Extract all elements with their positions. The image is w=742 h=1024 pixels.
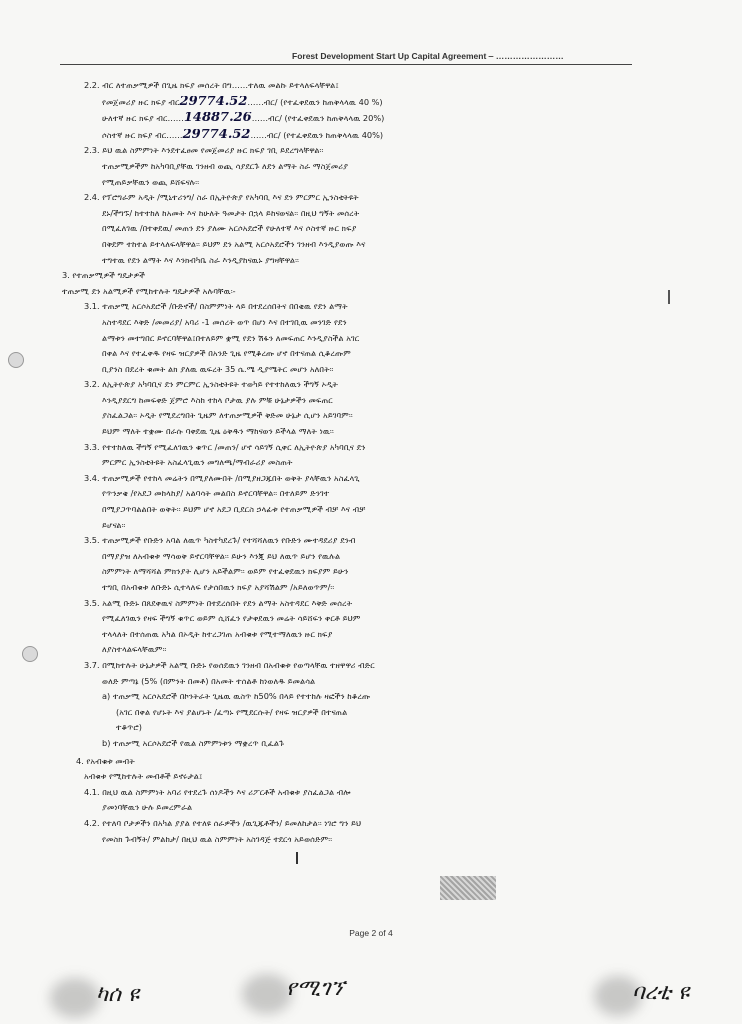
section-4-heading: 4. የአብቁቱ መብት — [76, 755, 135, 766]
clause-2-4-line: ደኑ/ችግኙ/ ከተተከለ ከአመት እና ከሁለት ዓመታት በኋላ ይከናወናል፡፡ በዚህ ግኝት መሰረት — [102, 207, 360, 218]
clause-3-6-line: የሚፈለገዉን የዛፍ ችግኝ ቁጥር ወይም ሲሸፈን የታቀደዉን መሬት ሳይሸፍን ቀርቶ ይህም — [102, 613, 361, 624]
clause-3-7-a-line: (አገር በቀል የሆኑት እና ያልሆኑት /ፈጣኑ የሚደርሱት/ የዛፍ ዝርያዎች በተናጠል — [116, 706, 348, 717]
payment-line-3: ሶስተኛ ዙር ክፍያ ብር……29774.52……ብር/ (የተፈቀደዉን ከጠቅላላዉ 40%) — [102, 128, 384, 142]
clause-3-2-line: እንዲያደርግ ከመፍቀድ ጀምሮ እስከ ተከላ ቦታዉ ያሉ ምቹ ሁኔታዎችን መፍጠር — [102, 394, 333, 405]
clause-3-3-line: ምርምር ኢንስቲትዩት አስፈላጊዉን መግለጫ/ማብራሪያ መስጠት — [102, 457, 293, 468]
clause-3-7-line: ወለድ ምጣኔ (5% (በምንት በመቶ) በአመት ተሰልቶ ከነወለዱ ይመልሳል — [102, 675, 316, 686]
clause-3-2-line: ያስፈልጋል፡፡ ኦዲት የሚደረግበት ጊዜም ለተጠቃሚዎች ቅድመ ሁኔታ ሲሆን አይገባም፡፡ — [102, 410, 353, 421]
text-mark — [296, 852, 298, 864]
clause-3-1-line: 3.1. ተጠቃሚ አርሶአደሮች /ቡድኖች/ በስምምነት ላይ በተደረሰበትና በበቂዉ የደን ልማት — [84, 301, 348, 312]
signature-left: ካሰ ዩ — [96, 982, 139, 1007]
thumbprint-left — [50, 978, 100, 1018]
clause-3-5-line: በማያያዝ ለአብቁቱ ማሳወቅ ይኖርባቸዋል፡፡ ይሁን እንጂ ይህ ለዉጥ ይሆን የዉሉል — [102, 550, 341, 561]
clause-2-4-line: በቅደም ተከተል ይተላለፍላቸዋል፡፡ ይህም ደን አልሚ አርሶአደሮችን ገንዘብ እንዲያወጡ እና — [102, 238, 366, 249]
stamp-mark — [440, 876, 496, 900]
clause-4-1-line: 4.1. በዚህ ዉል ስምምነት አባሪ የተደረጉ ሰነዶችን እና ሪፖርቶች አብቁቱ ያስፈልጋል ብሎ — [84, 786, 351, 797]
clause-4-2-line: 4.2. የተለባ ቦታዎችን በአካል ያያል የተለዩ ሰራዎችን /ዉጊጁቶችን/ ይመለከታል፡፡ ነገሮ ግን ይህ — [84, 817, 362, 828]
payment-line-1: የመጀመሪያ ዙር ክፍያ ብር29774.52……ብር/ (የተፈቀደዉን ከጠቅላላዉ 40 %) — [102, 95, 383, 109]
clause-2-4-line: ተግተዉ የደን ልማት እና እንክብካቤ ስራ እንዲያከናዉኑ ያግዛቸዋል፡፡ — [102, 254, 299, 265]
section-4-intro: አብቁቱ የሚከተሉት መብቶች ይኖሩታል፤ — [84, 771, 203, 782]
clause-3-7-a-line: ተቆጥሮ) — [116, 722, 142, 733]
clause-3-7-a-line: a) ተጠቃሚ አርሶአደሮች በኮንትራት ጊዜዉ ዉስጥ ከ50% በላይ የተተከሉ ዛፎችን ከቆረጡ — [102, 691, 371, 702]
section-3-heading: 3. የተጠቃሚዎች ግዴታዎች — [62, 270, 146, 281]
page-header: Forest Development Start Up Capital Agreement ‒ …………………… — [292, 51, 564, 61]
section-3-intro: ተጠቃሚ ደን አልሚዎች የሚከተሉት ግዴታዎች አሉባቸዉ፡- — [62, 285, 236, 296]
clause-2-4-line: በሚፈለገዉ /በተቀደዉ/ መጠን ደን ያለሙ አርሶአደሮች የሁለተኛ እና ሶስተኛ ዙር ክፍያ — [102, 223, 357, 234]
clause-3-1-line: ቢያንስ በደረት ቁመት ልክ ያለዉ ዉፍረት 35 ሴ.ሜ ዲያሜትር መሆን አለበት፡፡ — [102, 363, 334, 374]
clause-3-2-line: ይህም ማለት ተቋሙ በራሱ ባቀደዉ ጊዜ ዕቅዱን ማከናወን ይችላል ማለት ነዉ፡፡ — [102, 426, 334, 437]
handwritten-amount-2: 14887.26 — [183, 112, 252, 125]
clause-3-1-line: አስተዳደር እቅድ /መመሪያ/ አባሪ -1 መሰረት ወጥ በሆነ እና በተገቢዉ መንገድ የደን — [102, 316, 347, 327]
clause-3-1-line: በቀል እና የተፈቀዱ የዛፍ ዝርያዎች በአንድ ጊዜ የሚቆረጡ ሆኖ በተናጠል ሲቆረጡም — [102, 348, 351, 359]
clause-3-7-line: 3.7. በሚከተሉት ሁኔታዎች አልሚ ቡድኑ የወሰደዉን ገንዘብ በአብቁቱ የወጣላቸዉ ተዘዋዋሪ ብድር — [84, 659, 375, 670]
clause-4-1-line: ያመነባቸዉን ሁሉ ይመረምራል — [102, 802, 193, 813]
clause-3-5-line: ስምምነት ለማሻሻል ምክንያት ሊሆን አይችልም፡፡ ወይም የተፈቀደዉን ክፍያም ይሁን — [102, 566, 349, 577]
thumbprint-middle — [242, 974, 292, 1014]
clause-3-6-line: ለያስተላልፍላቸዉም፡፡ — [102, 644, 167, 655]
signature-middle: የሚገኘ — [286, 976, 345, 1001]
payment-line-2: ሁለተኛ ዙር ክፍያ ብር……14887.26……ብር/ (የተፈቀደዉን ከጠቅላላዉ 20%) — [102, 112, 385, 125]
clause-3-1-line: ልማቱን መተግበር ይኖርባቸዋል፤በተለይም ቋሚ የደን ሽፋን ለመፍጠር እንዲያስችል አገር — [102, 332, 360, 343]
clause-3-6-line: 3.5. አልሚ ቡድኑ በጸደቀዉና ስምምነት በተደረሰበት የደን ልማት አስተዳደር እቅድ መሰረት — [84, 597, 353, 608]
punch-hole-top — [8, 352, 24, 368]
header-rule — [60, 64, 632, 65]
clause-2-2-line: 2.2. ብር ለተጠቃሚዎች በጊዜ ክፍያ መሰረት በግ……ተለዉ መልኩ ይተላለፍላቸዋል፤ — [84, 80, 339, 90]
signature-right: ባረቲ ዩ — [632, 980, 690, 1005]
clause-2-3-line: ተጠቃሚዎችም ከአካባቢያቸዉ ገንዘብ ወጪ ሳያደርጉ ለደን ልማት ስራ ማስጀመሪያ — [102, 160, 349, 171]
clause-3-5-line: 3.5. ተጠቃሚዎች የቡድን አባል ለዉጥ ካስተካደረጉ/ የተሻሻለዉን የቡድን ሙተዳደሪያ ደንብ — [84, 535, 356, 546]
clause-3-3-line: 3.3. የተተከለዉ ችግኝ የሚፈለገዉን ቁጥር /መጠን/ ሆኖ ሳይገኝ ሲቀር ለኢትዮጵያ አካባቢና ደን — [84, 441, 366, 452]
clause-3-4-line: በሚያጋጥባልልበት ወቅት፡፡ ይህም ሆኖ አደጋ ቢደርስ ኃላፊቱ የተጠቃሚዎች ብቻ እና ብቻ — [102, 504, 366, 515]
clause-3-4-line: 3.4. ተጠቃሚዎች የተከላ መሬትን በሚያለሙበት /በሚያዘጋጁበት ወቅት ያላቸዉን አስፈላጊ — [84, 472, 360, 483]
document-body — [62, 80, 652, 849]
handwritten-amount-1: 29774.52 — [179, 95, 248, 109]
clause-2-3-line: 2.3. ይህ ዉል ስምምነት እንደተፈፀመ የመጀመሪያ ዙር ክፍያ ገቢ ይደረግላቸዋል፡፡ — [84, 145, 324, 156]
clause-3-5-line: ተግቢ በአብቁቱ ለቡድኑ ሲተላለፍ የታሰበዉን ክፍያ አያሻሽልም /አይለወጥም/፡፡ — [102, 582, 335, 592]
handwritten-amount-3: 29774.52 — [182, 128, 251, 142]
page-number: Page 2 of 4 — [349, 928, 393, 938]
punch-hole-bottom — [22, 646, 38, 662]
clause-3-7-b-line: b) ተጠቃሚ አርሶአደሮች የዉል ስምምነቱን ማቋረጥ ቢፈልጉ — [102, 737, 285, 748]
clause-3-6-line: ተላላለት በተሰጠዉ አካል በኦዲት ከተረጋገጠ አብቁቱ የሚተማለዉን ዙር ክፍያ — [102, 628, 333, 639]
signature-area — [0, 960, 742, 1024]
clause-3-4-line: የጥንቃቄ /የአደጋ መከላከያ/ አልባሳት መልበስ ይኖርባቸዋል፡፡ በተለይም ድንገተ — [102, 488, 330, 499]
clause-2-4-line: 2.4. የፕሮግራም አዲት /ሚኒተሪንግ/ ስራ በኢትዮጵያ የአካባቢ እና ደን ምርምር ኢንስቲትዩት — [84, 192, 359, 203]
clause-3-2-line: 3.2. ለኢትዮጵያ አካባቢና ደን ምርምር ኢንስቲትዩት ተወካይ የተተከለዉን ችግኝ ኦዲት — [84, 379, 338, 390]
margin-mark — [668, 290, 670, 304]
clause-3-4-line: ይሆናል፡፡ — [102, 519, 126, 530]
clause-2-3-line: የሚጠይቃቸዉን ወጪ ይሸፍናሉ፡፡ — [102, 176, 200, 187]
clause-4-2-line: የመስክ ጉብኝት/ ምልከታ/ በዚህ ዉል ስምምነት አስገዳጅ ተደርጎ አይወሰድም፡፡ — [102, 833, 333, 844]
